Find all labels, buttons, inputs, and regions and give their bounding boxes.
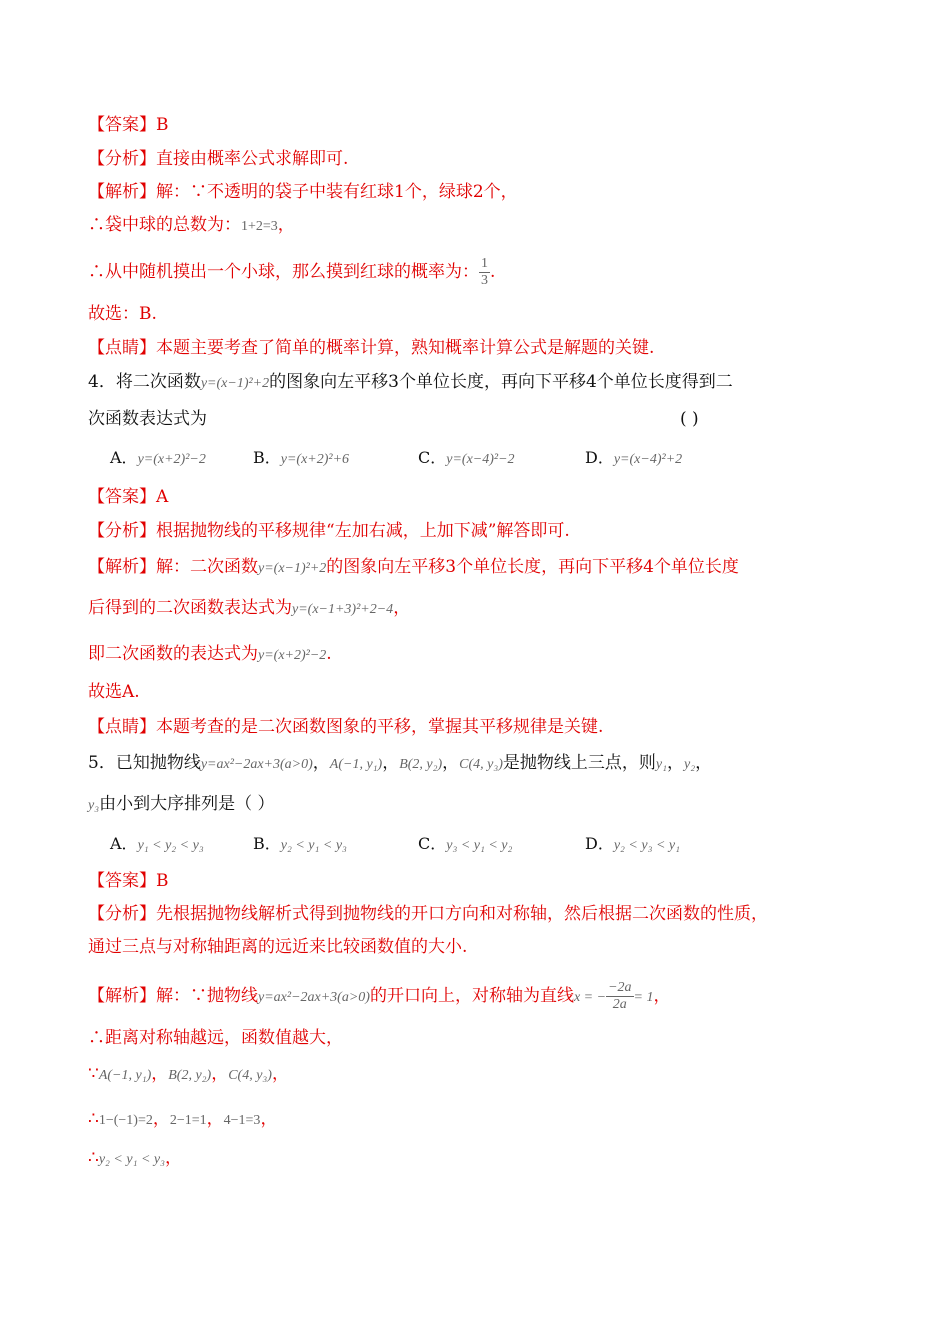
fraction: $\frac{-2a}{2a}$	[608, 980, 632, 1012]
q4-choose: 故选A.	[88, 682, 140, 702]
q4-solution-line3: 即二次函数的表达式为y=(x+2)²−2.	[88, 644, 332, 664]
q4-stem-line1: 4．将二次函数y=(x−1)²+2的图象向左平移3个单位长度，再向下平移4个单位长度得到二	[88, 372, 733, 392]
q5-solution-line3: ∵A(−1, y₁)，B(2, y₂)，C(4, y₃)，	[88, 1064, 289, 1084]
q3-answer: 【答案】B	[88, 115, 169, 135]
q5-solution-line1: 【解析】解：∵抛物线y=ax²−2ax+3(a>0)的开口向上，对称轴为直线x = − $\frac{-2a}{2a}$ = 1，	[88, 980, 671, 1012]
q3-analysis: 【分析】直接由概率公式求解即可.	[88, 149, 349, 169]
q5-analysis-line2: 通过三点与对称轴距离的远近来比较函数值的大小.	[88, 937, 468, 957]
q4-stem-line2: 次函数表达式为	[88, 409, 207, 429]
q5-option-c: C．y₃ < y₁ < y₂	[418, 834, 513, 853]
q4-comment: 【点睛】本题考查的是二次函数图象的平移，掌握其平移规律是关键.	[88, 717, 604, 737]
q4-solution-line1: 【解析】解：二次函数y=(x−1)²+2的图象向左平移3个单位长度，再向下平移4个单位长度	[88, 557, 739, 577]
math-expression: 1+2=3	[241, 219, 278, 234]
q5-solution-line5: ∴y₂ < y₁ < y₃，	[88, 1148, 182, 1168]
q5-stem-line1: 5．已知抛物线y=ax²−2ax+3(a>0)，A(−1, y₁)，B(2, y₂)，C(4, y₃)是抛物线上三点，则y₁，y₂，	[88, 753, 713, 773]
q4-option-c: C．y=(x−4)²−2	[418, 448, 515, 467]
q5-option-b: B．y₂ < y₁ < y₃	[253, 834, 347, 853]
q4-analysis: 【分析】根据抛物线的平移规律“左加右减，上加下减”解答即可.	[88, 521, 570, 541]
q5-solution-line4: ∴1−(−1)=2，2−1=1，4−1=3，	[88, 1109, 278, 1129]
q5-stem-line2: y₃由小到大序排列是（ ）	[88, 794, 275, 814]
q3-solution-line2: ∴袋中球的总数为：1+2=3，	[88, 215, 295, 235]
q3-solution-line1: 【解析】解：∵不透明的袋子中装有红球1个，绿球2个，	[88, 182, 518, 202]
q5-answer: 【答案】B	[88, 871, 169, 891]
q4-option-d: D．y=(x−4)²+2	[585, 448, 683, 467]
q4-option-a: A．y=(x+2)²−2	[110, 448, 206, 467]
q3-comment: 【点睛】本题主要考查了简单的概率计算，熟知概率计算公式是解题的关键.	[88, 338, 655, 358]
q5-option-a: A．y₁ < y₂ < y₃	[110, 834, 204, 853]
q4-answer: 【答案】A	[88, 487, 169, 507]
q5-analysis-line1: 【分析】先根据抛物线解析式得到抛物线的开口方向和对称轴，然后根据二次函数的性质，	[88, 904, 768, 924]
q4-option-b: B．y=(x+2)²+6	[253, 448, 350, 467]
fraction: $\frac{1}{3}$	[481, 256, 488, 288]
q3-solution-line3: ∴从中随机摸出一个小球，那么摸到红球的概率为： $\frac{1}{3}$ .	[88, 256, 496, 288]
math-expression: y=(x−1)²+2	[200, 376, 270, 391]
q3-choose: 故选：B.	[88, 304, 157, 324]
q4-solution-line2: 后得到的二次函数表达式为y=(x−1+3)²+2−4，	[88, 598, 411, 618]
q4-answer-paren: ( )	[680, 409, 699, 429]
q5-solution-line2: ∴距离对称轴越远，函数值越大，	[88, 1028, 343, 1048]
q5-option-d: D．y₂ < y₃ < y₁	[585, 834, 680, 853]
